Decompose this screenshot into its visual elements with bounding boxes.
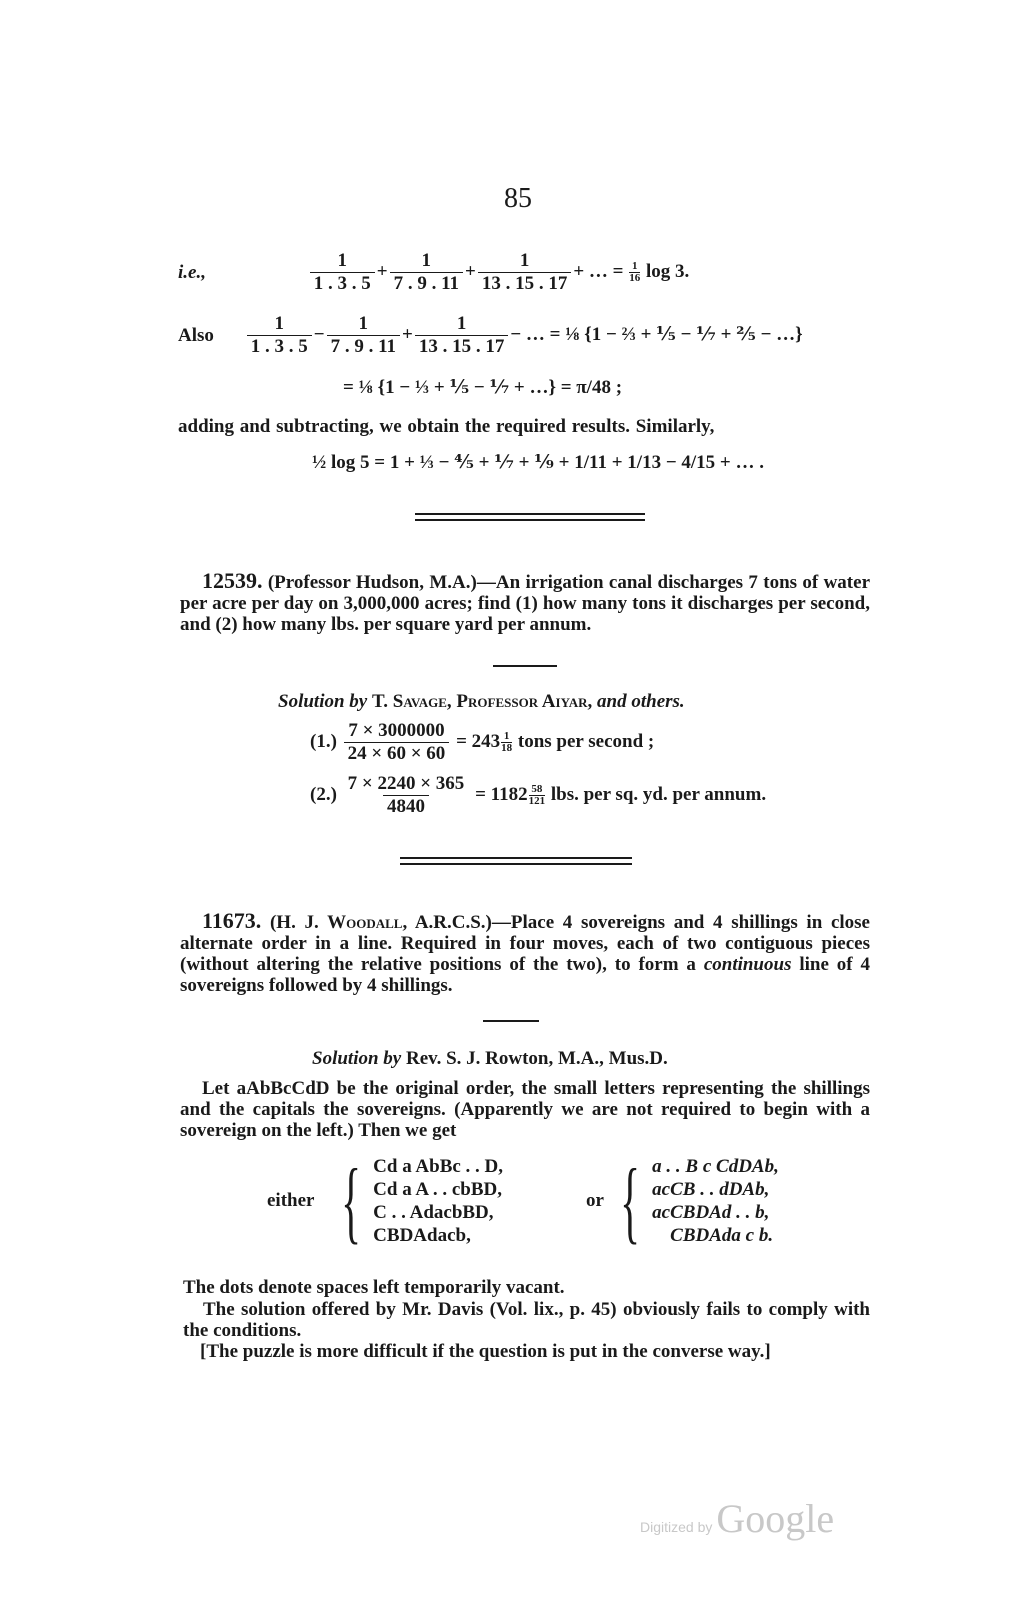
- section-divider: [415, 519, 645, 521]
- solution-intro: Let aAbBcCdD be the original order, the small letters representing the shillings and the capitals the sovereigns. (Apparently we are not required to begin with a sovereign on the left.) Then we get: [180, 1078, 870, 1141]
- short-divider: [493, 665, 557, 667]
- solution-byline: Solution by T. Savage, Professor Aiyar, and others.: [278, 691, 685, 712]
- section-divider: [400, 857, 632, 859]
- solution-step-2: (2.) $\frac{7 \times 2240 \times 365}{4840}$ = 1182 $\frac{58}{121}$ lbs. per sq. yd. per annum.: [310, 773, 767, 817]
- section-divider: [415, 513, 645, 515]
- either-block: either { Cd a AbBc . . D, Cd a A . . cbBD, C . . AdacbBD, CBDAdacb,: [267, 1150, 504, 1252]
- equation-4: ½ log 5 = 1 + ⅓ − ⅘ + ⅐ + ⅑ + 1/11 + 1/13 − 4/15 + … .: [312, 452, 765, 473]
- equation-3: = ⅛ {1 − ⅓ + ⅕ − ⅐ + …} = π/48 ;: [343, 377, 623, 398]
- solution-step-1: (1.) $\frac{7 \times 3000000}{24 \times 60 \times 60}$ = 243 $\frac{1}{18}$ tons per second ;: [310, 720, 655, 764]
- short-divider: [483, 1020, 539, 1022]
- question-11673: 11673. (H. J. Woodall, A.R.C.S.)—Place 4 sovereigns and 4 shillings in close alternate order in a line. Required in four moves, each of two contiguous pieces (without altering the relative positions of the two), to form a continuous line of 4 sovereigns followed by 4 shillings.: [180, 908, 871, 996]
- question-12539: 12539. (Professor Hudson, M.A.)—An irrigation canal discharges 7 tons of water per acre per day on 3,000,000 acres; find (1) how many tons it discharges per second, and (2) how many lbs. per square yard per annum.: [180, 568, 870, 635]
- brace-icon: {: [620, 1150, 641, 1252]
- google-watermark: Digitized by Google: [640, 1496, 835, 1541]
- brace-icon: {: [341, 1150, 362, 1252]
- equation-1: i.e., $\frac{1}{1 . 3 . 5}$ + $\frac{1}{7 . 9 . 11}$ + $\frac{1}{13 . 15 . 17}$ + … = $\frac{1}{16}$ log 3.: [178, 250, 690, 294]
- ie-label: i.e.,: [178, 261, 206, 283]
- text-line: adding and subtracting, we obtain the required results. Similarly,: [178, 416, 715, 437]
- note-3: [The puzzle is more difficult if the question is put in the converse way.]: [200, 1341, 771, 1362]
- solution-byline: Solution by Rev. S. J. Rowton, M.A., Mus.D.: [312, 1048, 668, 1069]
- or-block: or { a . . B c CdDAb, acCB . . dDAb, acCBDAd . . b, CBDAda c b.: [586, 1150, 779, 1252]
- page-number: 85: [504, 183, 532, 214]
- note-1: The dots denote spaces left temporarily vacant.: [183, 1277, 565, 1298]
- equation-2: Also $\frac{1}{1 . 3 . 5}$ − $\frac{1}{7 . 9 . 11}$ + $\frac{1}{13 . 15 . 17}$ − … = ⅛ {1 − ⅔ + ⅕ − ⅐ + ⅖ − …}: [178, 313, 803, 357]
- note-2: The solution offered by Mr. Davis (Vol. lix., p. 45) obviously fails to comply with the conditions.: [183, 1299, 870, 1341]
- section-divider: [400, 863, 632, 865]
